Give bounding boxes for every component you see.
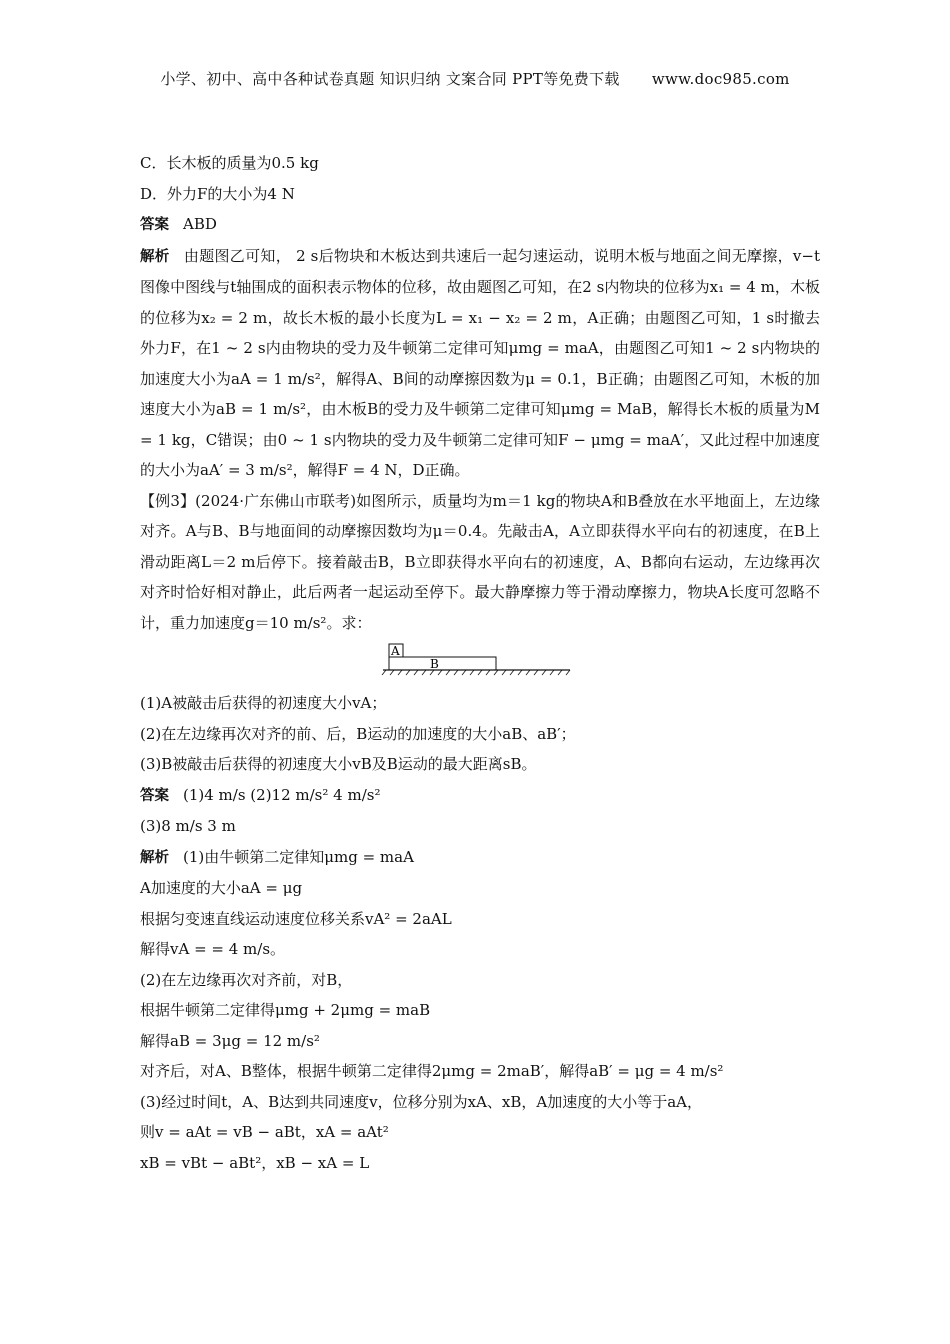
answer-label: 答案 — [140, 217, 169, 233]
example-3-problem: 【例3】(2024·广东佛山市联考)如图所示，质量均为m＝1 kg的物块A和B叠放在水平地面上，左边缘对齐。A与B、B与地面间的动摩擦因数均为μ＝0.4。先敲击A，A立即获得水平向右的初速度，在B上滑动距离L＝2 m后停下。接着敲击B，B立即获得水平向右的初速度，A、B都向右运动，左边缘再次对齐时恰好相对静止，此后两者一起运动至停下。最大静摩擦力等于滑动摩擦力，物块A长度可忽略不计，重力加速度g＝10 m/s²。求： — [140, 491, 820, 632]
document-body — [140, 148, 820, 1178]
header-text: 小学、初中、高中各种试卷真题 知识归纳 文案合同 PPT等免费下载 — [160, 70, 620, 88]
analysis-2-line-1: (1)由牛顿第二定律知μmg = maA — [183, 847, 414, 866]
analysis-2-line-11: xB = vBt − aBt²，xB − xA = L — [140, 1153, 370, 1172]
question-3: (3)B被敲击后获得的初速度大小vB及B运动的最大距离sB。 — [140, 755, 537, 773]
analysis-2-line-10: 则v = aAt = vB − aBt，xA = aAt² — [140, 1123, 389, 1141]
block-b-label: B — [430, 657, 439, 671]
analysis-label: 解析 — [140, 248, 170, 265]
answer-1-value: ABD — [183, 215, 217, 233]
question-1: (1)A被敲击后获得的初速度大小vA； — [140, 694, 387, 712]
page-header — [0, 68, 950, 89]
answer-label-2: 答案 — [140, 787, 169, 804]
analysis-1 — [140, 241, 820, 486]
question-2: (2)在左边缘再次对齐的前、后，B运动的加速度的大小aB、aB′； — [140, 724, 576, 743]
block-a-label: A — [391, 644, 400, 658]
block-diagram — [140, 640, 820, 684]
header-site: www.doc985.com — [651, 70, 790, 88]
answer-2 — [140, 780, 820, 812]
blocks-on-ground-figure — [140, 640, 820, 684]
answer-1 — [140, 209, 820, 241]
analysis-2-line-9: (3)经过时间t，A、B达到共同速度v，位移分别为xA、xB，A加速度的大小等于aA， — [140, 1092, 702, 1111]
option-d: D．外力F的大小为4 N — [140, 184, 295, 203]
option-c: C．长木板的质量为0.5 kg — [140, 154, 319, 172]
analysis-2-line-5: (2)在左边缘再次对齐前，对B， — [140, 970, 353, 989]
analysis-2-line-4: 解得vA = = 4 m/s。 — [140, 940, 286, 958]
analysis-1-text: 由题图乙可知， 2 s后物块和木板达到共速后一起匀速运动，说明木板与地面之间无摩擦，v−t图像中图线与t轴围成的面积表示物体的位移，故由题图乙可知，在2 s内物块的位移为x₁ = 4 m，木板的位移为x₂ = 2 m，故长木板的最小长度为L = x₁ − x₂ = 2 m，A正确；由题图乙可知，1 s时撤去外力F，在1 ~ 2 s内由物块的受力及牛顿第二定律可知μmg = maA，由题图乙可知1 ~ 2 s内物块的加速度大小为aA = 1 m/s²，解得A、B间的动摩擦因数为μ = 0.1，B正确；由题图乙可知，木板的加速度大小为aB = 1 m/s²，由木板B的受力及牛顿第二定律可知μmg = MaB，解得长木板的质量为M = 1 kg，C错误；由0 ~ 1 s内物块的受力及牛顿第二定律可知F − μmg = maA′，又此过程中加速度的大小为aA′ = 3 m/s²，解得F = 4 N，D正确。 — [140, 246, 821, 479]
analysis-2-line-3: 根据匀变速直线运动速度位移关系vA² = 2aAL — [140, 909, 452, 928]
analysis-label-2: 解析 — [140, 849, 169, 866]
analysis-2-line-6: 根据牛顿第二定律得μmg + 2μmg = maB — [140, 1001, 431, 1019]
answer-2-part-1: (1)4 m/s (2)12 m/s² 4 m/s² — [183, 785, 381, 804]
analysis-2-line-2: A加速度的大小aA = μg — [140, 879, 303, 897]
ground-hatching — [382, 670, 570, 675]
answer-2-part-2: (3)8 m/s 3 m — [140, 817, 236, 835]
analysis-2-line-8: 对齐后，对A、B整体，根据牛顿第二定律得2μmg = 2maB′，解得aB′ = μg = 4 m/s² — [140, 1062, 724, 1080]
analysis-2 — [140, 842, 820, 874]
block-b — [389, 657, 496, 670]
analysis-2-line-7: 解得aB = 3μg = 12 m/s² — [140, 1031, 320, 1050]
